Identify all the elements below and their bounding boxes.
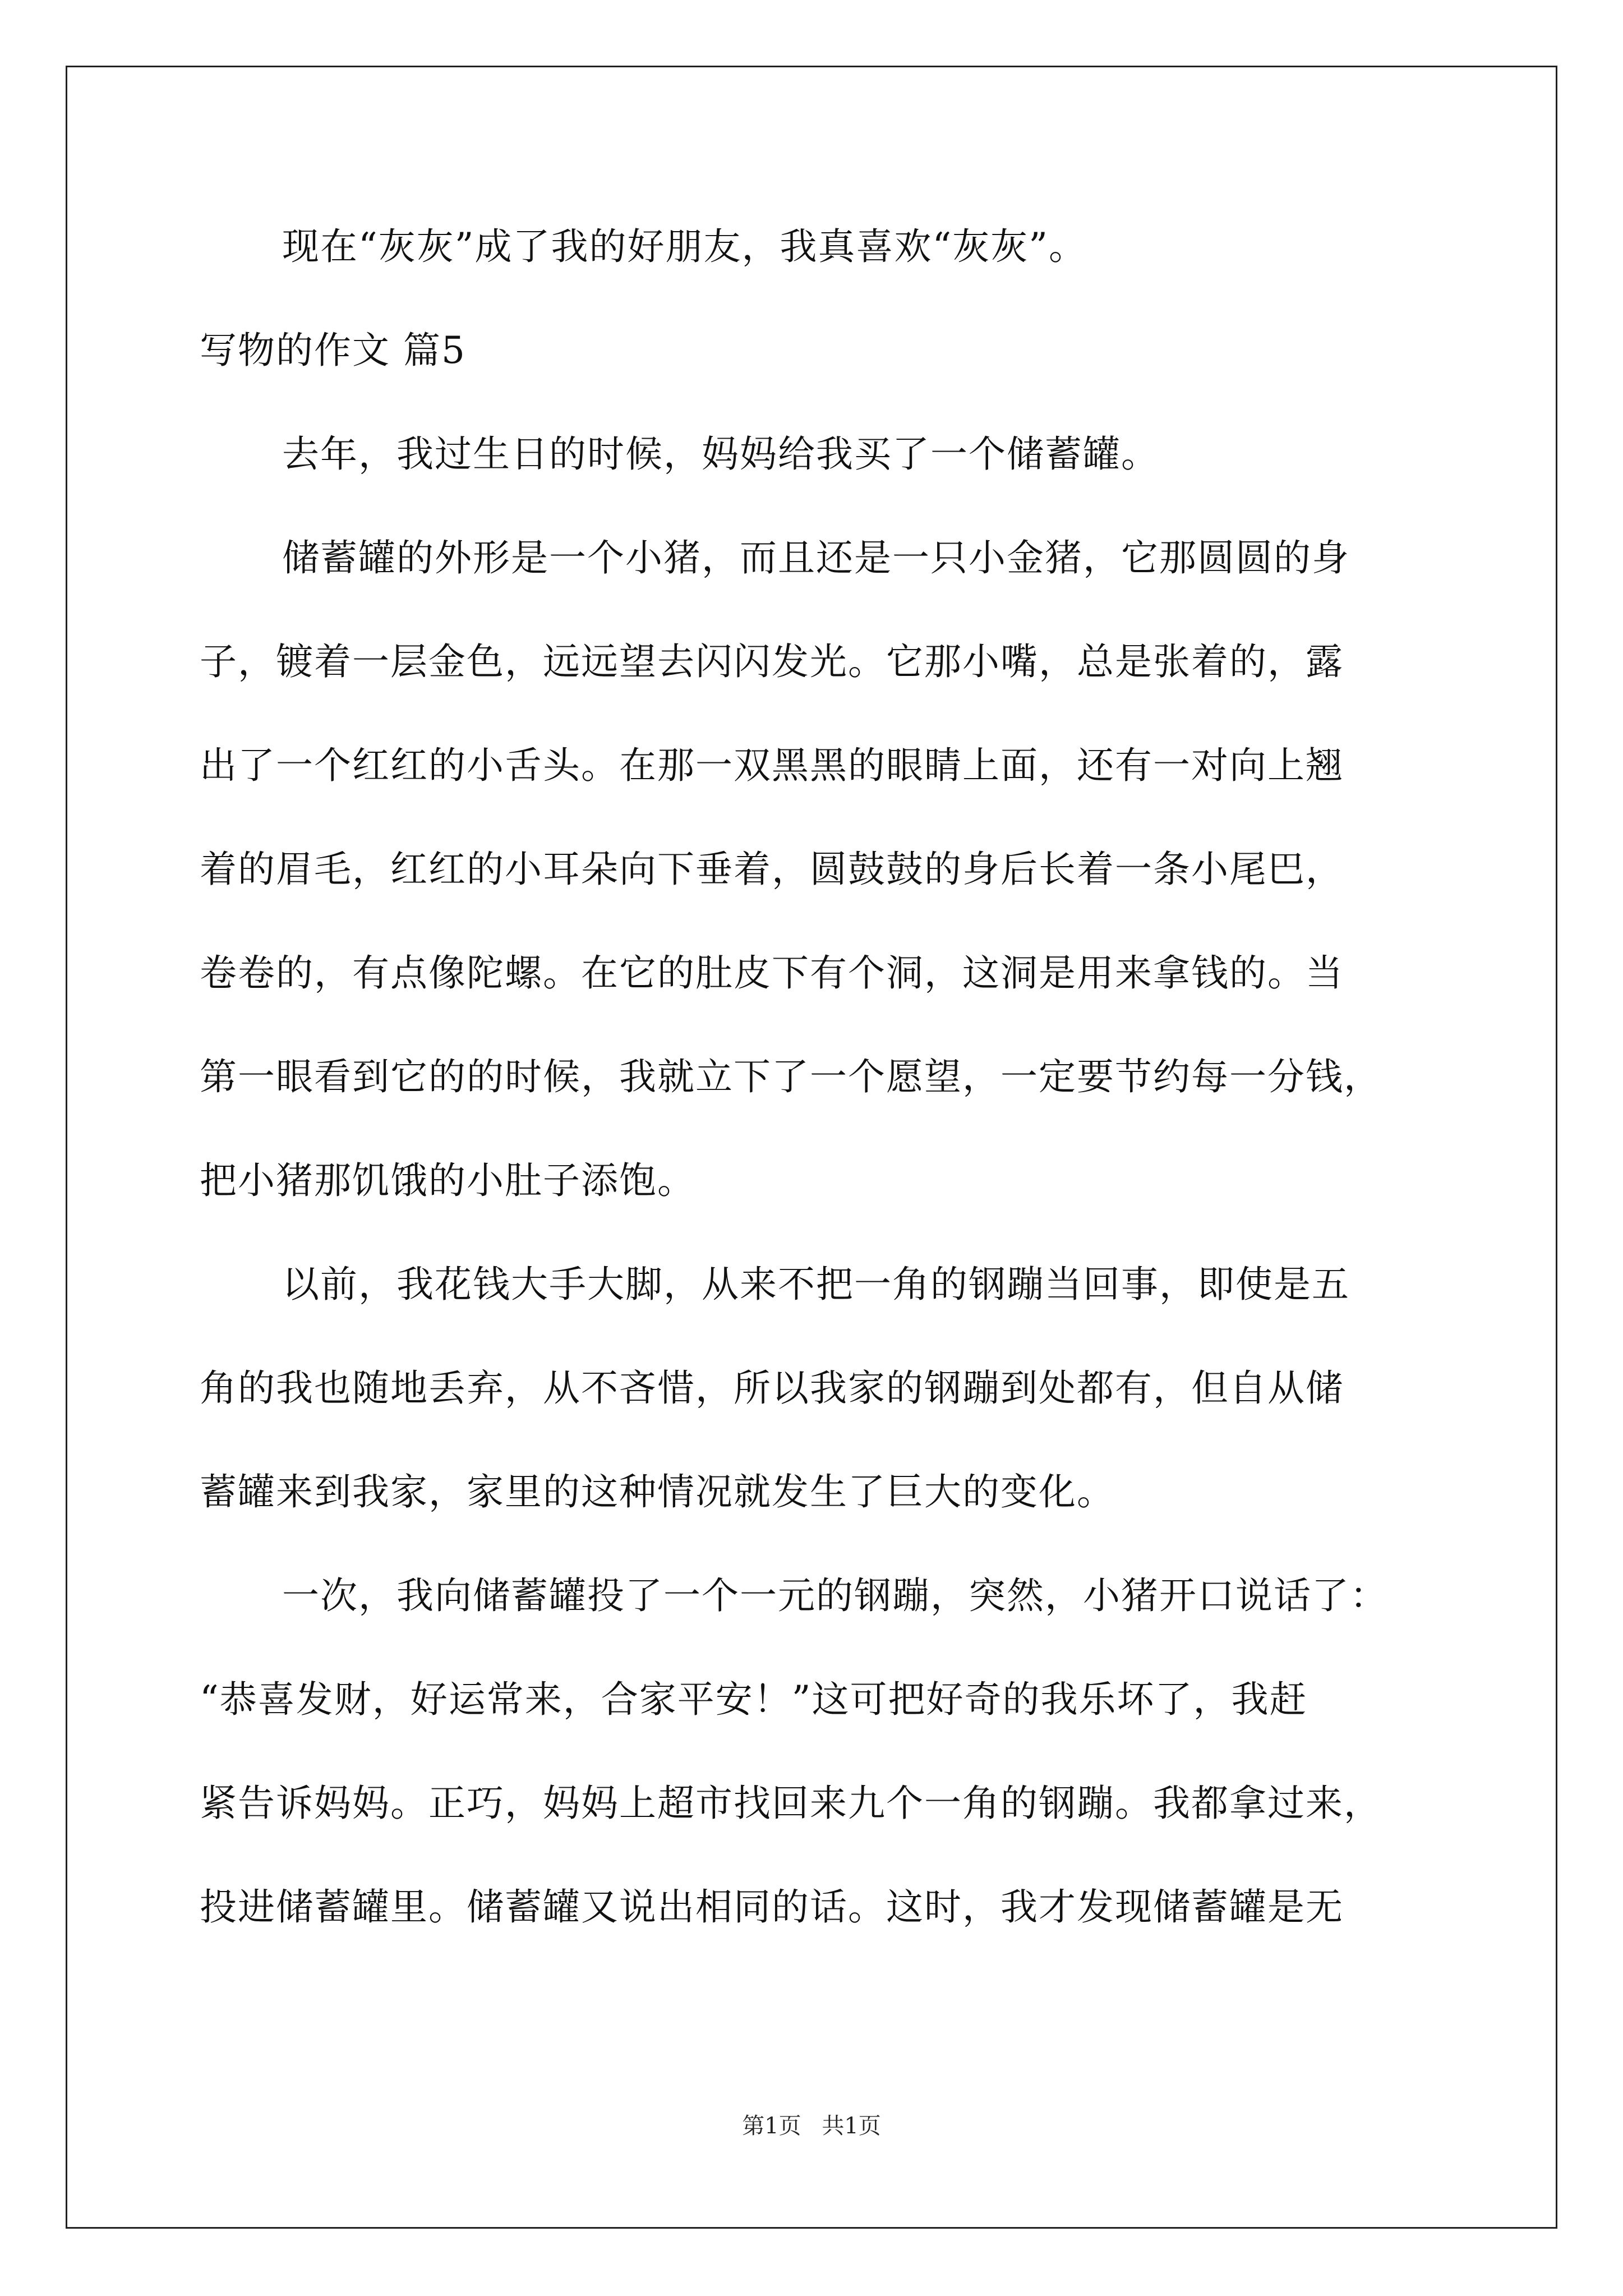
section-heading: 写物的作文 篇5 xyxy=(200,329,466,372)
paragraph-line: “恭喜发财，好运常来，合家平安！”这可把好奇的我乐坏了，我赶 xyxy=(200,1678,1308,1721)
page-footer xyxy=(0,2109,1623,2143)
paragraph-line: 紧告诉妈妈。正巧，妈妈上超市找回来九个一角的钢蹦。我都拿过来， xyxy=(200,1782,1382,1825)
page-number: 第1页 xyxy=(742,2113,801,2139)
paragraph-line: 第一眼看到它的的时候，我就立下了一个愿望，一定要节约每一分钱， xyxy=(200,1055,1382,1098)
page-total: 共1页 xyxy=(822,2113,881,2139)
paragraph-line: 去年，我过生日的时候，妈妈给我买了一个储蓄罐。 xyxy=(282,432,1159,476)
paragraph-line: 蓄罐来到我家，家里的这种情况就发生了巨大的变化。 xyxy=(200,1470,1115,1513)
paragraph-line: 一次，我向储蓄罐投了一个一元的钢蹦，突然，小猪开口说话了： xyxy=(282,1574,1388,1617)
paragraph-line: 以前，我花钱大手大脚，从来不把一角的钢蹦当回事，即使是五 xyxy=(282,1263,1350,1306)
paragraph-line: 卷卷的，有点像陀螺。在它的肚皮下有个洞，这洞是用来拿钱的。当 xyxy=(200,951,1344,995)
paragraph-line: 出了一个红红的小舌头。在那一双黑黑的眼睛上面，还有一对向上翘 xyxy=(200,744,1344,787)
paragraph-line: 角的我也随地丢弃，从不吝惜，所以我家的钢蹦到处都有，但自从储 xyxy=(200,1366,1344,1410)
paragraph-line: 把小猪那饥饿的小肚子添饱。 xyxy=(200,1159,695,1202)
paragraph-line: 子，镀着一层金色，远远望去闪闪发光。它那小嘴，总是张着的，露 xyxy=(200,640,1344,683)
paragraph-line: 着的眉毛，红红的小耳朵向下垂着，圆鼓鼓的身后长着一条小尾巴， xyxy=(200,848,1344,891)
paragraph-line: 现在“灰灰”成了我的好朋友，我真喜欢“灰灰”。 xyxy=(282,225,1087,268)
paragraph-line: 储蓄罐的外形是一个小猪，而且还是一只小金猪，它那圆圆的身 xyxy=(282,536,1350,579)
paragraph-line: 投进储蓄罐里。储蓄罐又说出相同的话。这时，我才发现储蓄罐是无 xyxy=(200,1885,1344,1929)
